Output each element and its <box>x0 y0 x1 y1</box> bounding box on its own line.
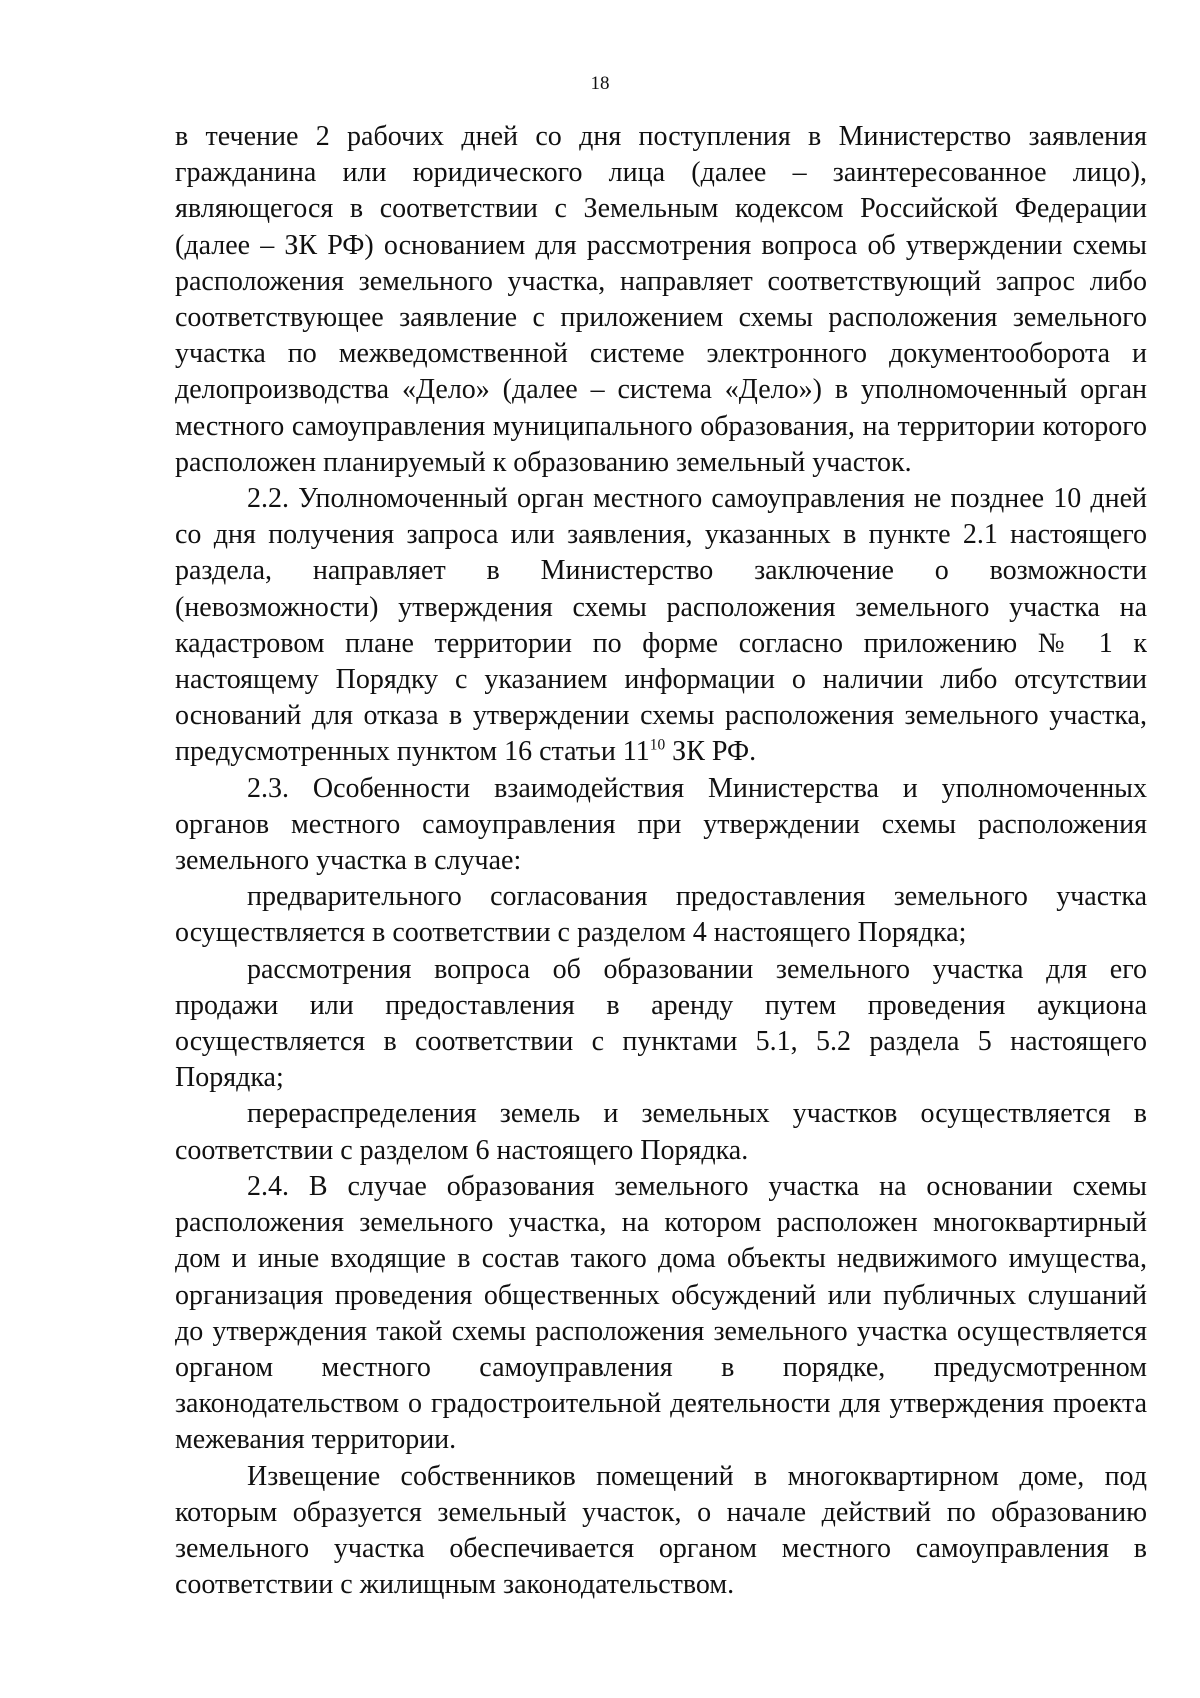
document-body <box>175 119 1147 1603</box>
paragraph-2-2-text: 2.2. Уполномоченный орган местного самоуправления не позднее 10 дней со дня получения запроса или заявления, указанных в пункте 2.1 настоящего раздела, направляет в Министерство заключение о возможности (невозможности) утверждения схемы расположения земельного участка на кадастровом плане территории по форме согласно приложению № 1 к настоящему Порядку с указанием информации о наличии либо отсутствии оснований для отказа в утверждении схемы расположения земельного участка, предусмотренных пунктом 16 статьи 11 <box>175 483 1147 768</box>
paragraph-notice: Извещение собственников помещений в многоквартирном доме, под которым образуется земельный участок, о начале действий по образованию земельного участка обеспечивается органом местного самоуправления в соответствии с жилищным законодательством. <box>175 1460 1147 1601</box>
paragraph-2-3: 2.3. Особенности взаимодействия Министерства и уполномоченных органов местного самоуправления при утверждении схемы расположения земельного участка в случае: <box>175 772 1147 877</box>
paragraph-2-3-item-1: предварительного согласования предоставления земельного участка осуществляется в соответствии с разделом 4 настоящего Порядка; <box>175 881 1147 949</box>
paragraph-intro: в течение 2 рабочих дней со дня поступления в Министерство заявления гражданина или юридического лица (далее – заинтересованное лицо), являющегося в соответствии с Земельным кодексом Российской Федерации (далее – ЗК РФ) основанием для рассмотрения вопроса об утверждении схемы расположения земельного участка, направляет соответствующий запрос либо соответствующее заявление с приложением схемы расположения земельного участка по межведомственной системе электронного документооборота и делопроизводства «Дело» (далее – система «Дело») в уполномоченный орган местного самоуправления муниципального образования, на территории которого расположен планируемый к образованию земельный участок. <box>175 121 1147 478</box>
paragraph-2-4: 2.4. В случае образования земельного участка на основании схемы расположения земельного участка, на котором расположен многоквартирный дом и иные входящие в состав такого дома объекты недвижимого имущества, организация проведения общественных обсуждений или публичных слушаний до утверждения такой схемы расположения земельного участка осуществляется органом местного самоуправления в порядке, предусмотренном законодательством о градостроительной деятельности для утверждения проекта межевания территории. <box>175 1170 1147 1456</box>
article-superscript: 10 <box>649 737 666 755</box>
paragraph-2-3-item-3: перераспределения земель и земельных участков осуществляется в соответствии с разделом 6 настоящего Порядка. <box>175 1098 1147 1166</box>
paragraph-2-3-item-2: рассмотрения вопроса об образовании земельного участка для его продажи или предоставления в аренду путем проведения аукциона осуществляется в соответствии с пунктами 5.1, 5.2 раздела 5 настоящего Порядка; <box>175 953 1147 1094</box>
paragraph-2-2 <box>175 481 1147 771</box>
paragraph-2-2-tail: ЗК РФ. <box>665 736 757 768</box>
page-number: 18 <box>590 73 610 94</box>
